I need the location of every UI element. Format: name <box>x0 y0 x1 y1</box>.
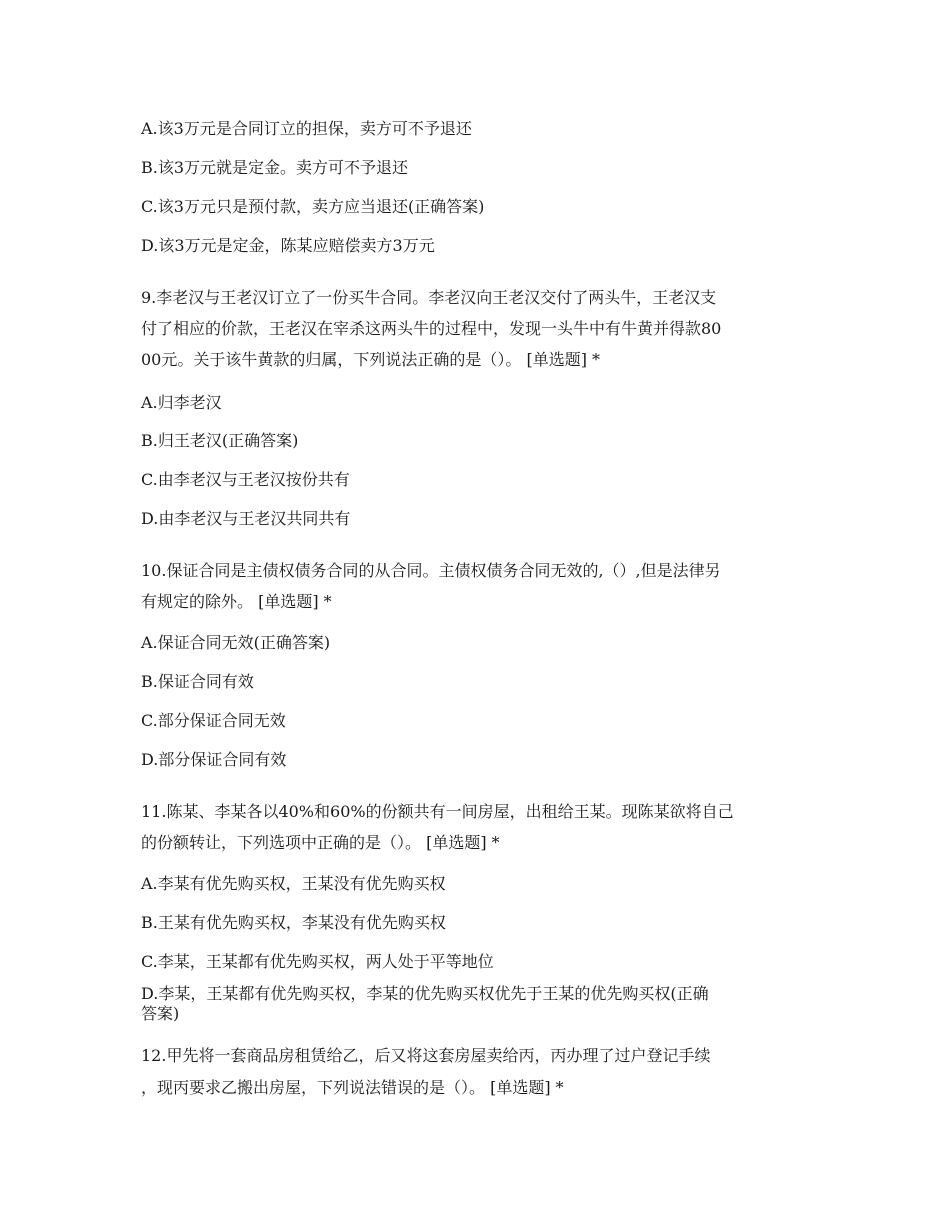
q11-option-d-line-1: D.李某，王某都有优先购买权，李某的优先购买权优先于王某的优先购买权(正确 <box>141 984 709 1003</box>
q11-option-a: A.李某有优先购买权，王某没有优先购买权 <box>141 874 446 893</box>
q10-text-line-1: 10.保证合同是主债权债务合同的从合同。主债权债务合同无效的,（）,但是法律另 <box>141 561 721 580</box>
q9-text-line-1: 9.李老汉与王老汉订立了一份买牛合同。李老汉向王老汉交付了两头牛，王老汉支 <box>141 288 717 307</box>
q11-option-b: B.王某有优先购买权，李某没有优先购买权 <box>141 913 446 932</box>
q10-option-c: C.部分保证合同无效 <box>141 711 286 730</box>
q9-text-line-2: 付了相应的价款，王老汉在宰杀这两头牛的过程中，发现一头牛中有牛黄并得款80 <box>141 319 722 338</box>
q9-option-c: C.由李老汉与王老汉按份共有 <box>141 470 350 489</box>
q10-option-b: B.保证合同有效 <box>141 672 254 691</box>
q11-text-line-2: 的份额转让，下列选项中正确的是（）。 [单选题] * <box>141 833 500 852</box>
q10-option-d: D.部分保证合同有效 <box>141 750 287 769</box>
q12-text-line-1: 12.甲先将一套商品房租赁给乙，后又将这套房屋卖给丙，丙办理了过户登记手续 <box>141 1046 711 1065</box>
q8-option-c: C.该3万元只是预付款，卖方应当退还(正确答案) <box>141 197 485 216</box>
q9-option-d: D.由李老汉与王老汉共同共有 <box>141 509 351 528</box>
q10-option-a: A.保证合同无效(正确答案) <box>141 633 331 652</box>
q9-text-line-3: 00元。关于该牛黄款的归属，下列说法正确的是（）。 [单选题] * <box>141 350 601 369</box>
q9-option-b: B.归王老汉(正确答案) <box>141 431 299 450</box>
q8-option-a: A.该3万元是合同订立的担保，卖方可不予退还 <box>141 119 472 138</box>
q11-option-d-line-2: 答案) <box>141 1004 180 1023</box>
q12-text-line-2: ，现丙要求乙搬出房屋，下列说法错误的是（）。 [单选题] * <box>141 1078 564 1097</box>
q8-option-b: B.该3万元就是定金。卖方可不予退还 <box>141 158 409 177</box>
q10-text-line-2: 有规定的除外。 [单选题] * <box>141 592 332 611</box>
q9-option-a: A.归李老汉 <box>141 393 222 412</box>
q8-option-d: D.该3万元是定金，陈某应赔偿卖方3万元 <box>141 236 435 255</box>
q11-text-line-1: 11.陈某、李某各以40%和60%的份额共有一间房屋，出租给王某。现陈某欲将自己 <box>141 802 734 821</box>
q11-option-c: C.李某，王某都有优先购买权，两人处于平等地位 <box>141 952 494 971</box>
